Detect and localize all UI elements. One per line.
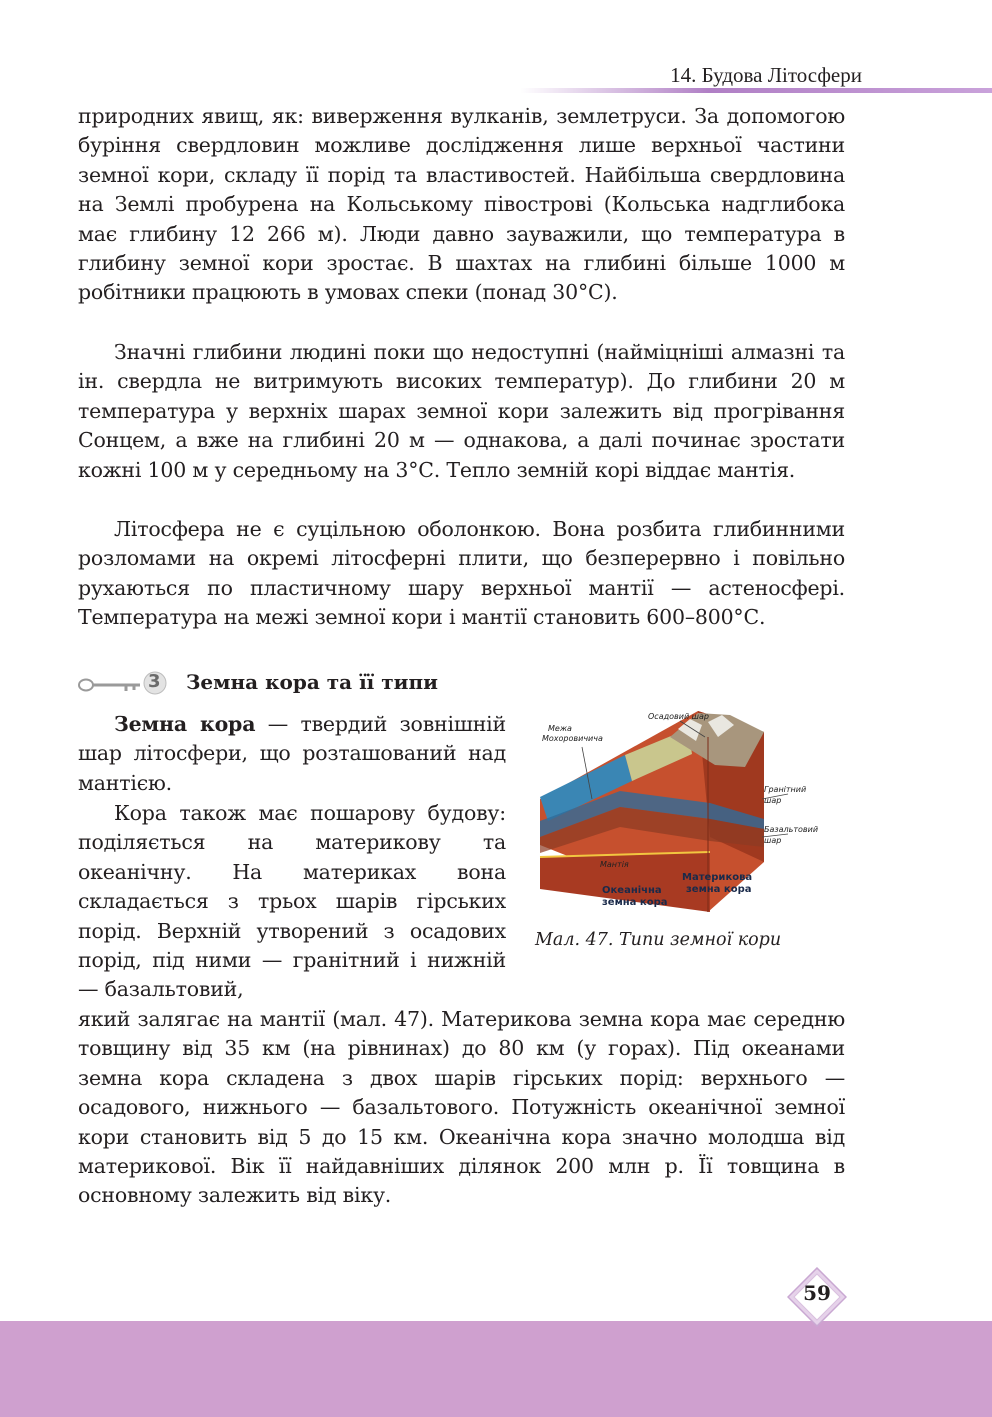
figure-caption: Мал. 47. Типи земної кори	[535, 930, 782, 950]
crust-definition	[78, 710, 506, 798]
page-number: 59	[803, 1281, 831, 1305]
label-continental-2: земна кора	[686, 884, 752, 895]
section-number: 3	[148, 671, 161, 692]
label-oceanic-1: Океанічна	[602, 885, 662, 896]
paragraph-3: Літосфера не є суцільною оболонкою. Вона розбита глибинними розломами на окремі літосферні плити, що безперервно і повільно рухаються по пластичному шару верхньої мантії — астеносфері. Температура на межі земної кори і мантії становить 600–800°С.	[78, 517, 845, 630]
paragraph-6: який залягає на мантії (мал. 47). Материкова земна кора має середню товщину від 35 км (на рівнинах) до 80 км (у горах). Під океанами земна кора складена з двох шарів гірських порід: верхнього — осадового, нижнього — базальтового. Потужність океанічної земної кори становить від 5 до 15 км. Океанічна кора значно молодша від материкової. Вік її найдавніших ділянок 200 млн р. Її товщина в основному залежить від віку.	[78, 1007, 845, 1208]
crust-term: Земна кора	[114, 712, 256, 736]
label-mantle: Мантія	[600, 860, 629, 869]
paragraph-1: природних явищ, як: виверження вулканів, землетруси. За допомогою буріння свердловин можливе дослідження лише верхньої частини земної кори, складу її порід та властивостей. Найбільша свердловина на Землі пробурена на Кольському півострові (Кольська надглибока має глибину 12 266 м). Люди давно зауважили, що температура в глибину земної кори зростає. В шахтах на глибині більше 1000 м робітники працюють в умовах спеки (понад 30°С).	[78, 104, 845, 305]
label-sediment: Осадовий шар	[648, 712, 709, 721]
header-rule	[520, 88, 992, 93]
paragraph-5: Кора також має пошарову будову: поділяється на материкову та океанічну. На материках вона складається з трьох шарів гірських порід. Верхній утворений з осадових порід, під ними — гранітний і нижній — базальтовий,	[78, 801, 506, 1002]
label-continental-1: Материкова	[682, 872, 753, 883]
key-icon	[78, 676, 144, 694]
label-basalt-1: Базальтовий	[764, 825, 819, 834]
label-basalt-2: шар	[764, 836, 782, 845]
crust-types-figure	[520, 707, 850, 922]
label-oceanic-2: земна кора	[602, 897, 668, 908]
label-moho-1: Межа	[548, 724, 572, 733]
footer-band	[0, 1321, 992, 1417]
section-title: Земна кора та її типи	[186, 670, 438, 694]
crust-definition-text: — твердий зовнішній шар літосфери, що розташований над мантією.	[78, 712, 506, 795]
label-moho-2: Мохоровичича	[542, 734, 603, 743]
label-granite-1: Гранітний	[764, 785, 807, 794]
header-title: 14. Будова Літосфери	[670, 63, 862, 87]
label-granite-2: шар	[764, 796, 782, 805]
paragraph-2: Значні глибини людині поки що недоступні (найміцніші алмазні та ін. свердла не витримують високих температур). До глибини 20 м температура у верхніх шарах земної кори залежить від прогрівання Сонцем, а вже на глибині 20 м — однакова, а далі починає зростати кожні 100 м у середньому на 3°С. Тепло земній корі віддає мантія.	[78, 340, 845, 482]
